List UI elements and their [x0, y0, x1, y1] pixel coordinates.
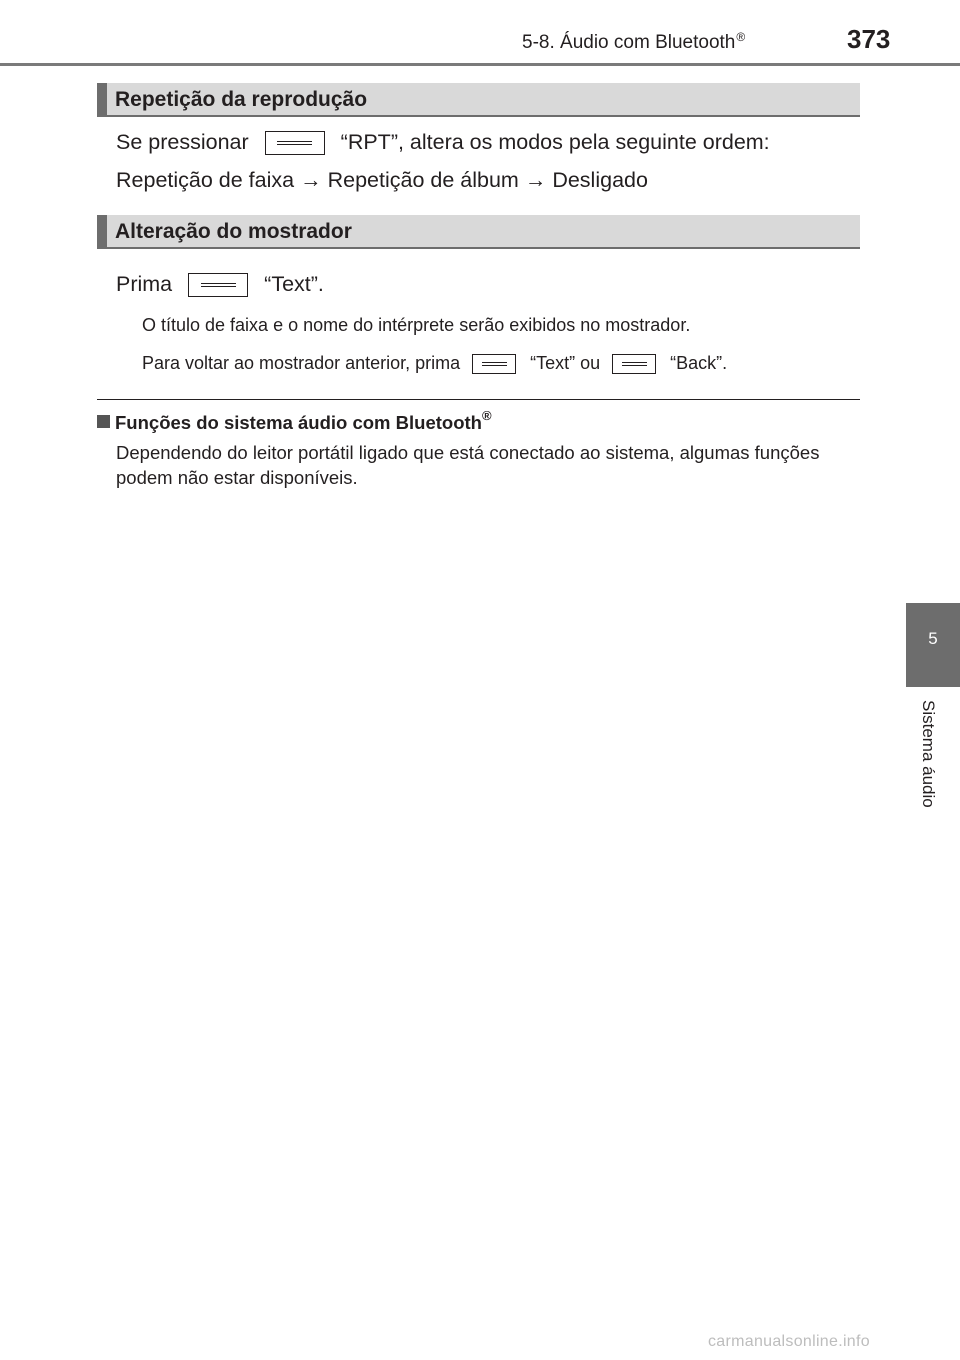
display-instruction: Prima “Text”. — [116, 272, 324, 296]
button-icon — [265, 131, 325, 155]
display-sub-1: O título de faixa e o nome do intérprete serão exibidos no mostrador. — [142, 315, 691, 335]
repeat-sequence: Repetição de faixa → Repetição de álbum → Desligado — [116, 168, 648, 192]
chapter-tab-number: 5 — [928, 629, 938, 648]
page-number: 373 — [847, 24, 891, 54]
repeat-instruction: Se pressionar “RPT”, altera os modos pela seguinte ordem: — [116, 130, 770, 154]
section-heading-display — [97, 215, 860, 249]
button-icon — [188, 273, 248, 297]
note-heading: Funções do sistema áudio com Bluetooth® — [97, 408, 492, 434]
button-icon — [612, 354, 656, 374]
section-heading-bar — [97, 215, 107, 247]
chapter-tab — [906, 603, 960, 687]
display-sub-2: Para voltar ao mostrador anterior, prima “Text” ou “Back”. — [142, 353, 728, 373]
watermark: carmanualsonline.info — [708, 1333, 870, 1350]
section-title: Alteração do mostrador — [115, 220, 352, 243]
chapter-title: 5-8. Áudio com Bluetooth® — [522, 30, 746, 53]
header-divider — [0, 63, 960, 66]
button-icon — [472, 354, 516, 374]
arrow-right-icon: → — [524, 168, 547, 192]
section-divider — [97, 399, 860, 400]
chapter-tab-label: Sistema áudio — [919, 700, 938, 808]
section-heading-repeat — [97, 83, 860, 117]
section-heading-bar — [97, 83, 107, 115]
page-header — [0, 0, 960, 66]
arrow-right-icon: → — [300, 168, 322, 192]
section-title: Repetição da reprodução — [115, 88, 368, 111]
square-bullet-icon — [97, 415, 110, 428]
note-body: Dependendo do leitor portátil ligado que está conectado ao sistema, algumas funções podem não estar disponíveis. — [116, 442, 820, 488]
